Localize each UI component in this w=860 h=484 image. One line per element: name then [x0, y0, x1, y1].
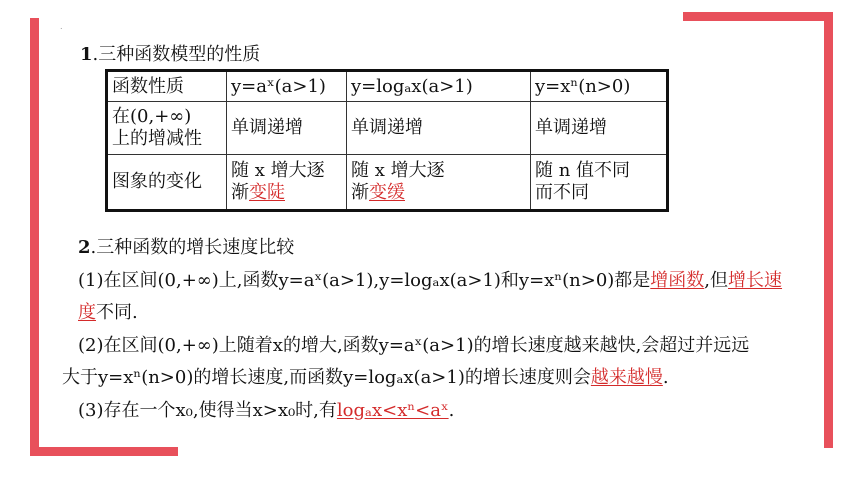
left-red-bar	[30, 18, 39, 456]
row-label-graph-change: 图象的变化	[107, 155, 227, 211]
header-logarithmic: y=logₐx(a>1)	[347, 71, 531, 102]
paragraph-1: (1)在区间(0,+∞)上,函数y=aˣ(a>1),y=logₐx(a>1)和y=xⁿ(n>0)都是增函数,但增长速 度不同.	[78, 269, 783, 323]
answer-blank: 增长速	[728, 269, 783, 291]
paragraph-3: (3)存在一个x₀,使得当x>x₀时,有logₐx<xⁿ<aˣ.	[78, 399, 455, 421]
answer-blank: 变缓	[369, 182, 405, 203]
decorative-dot: .	[60, 22, 63, 31]
section-2-heading: 2.三种函数的增长速度比较	[78, 237, 295, 258]
section-1-heading: 1.三种函数模型的性质	[80, 44, 261, 65]
paragraph-2: (2)在区间(0,+∞)上随着x的增大,函数y=aˣ(a>1)的增长速度越来越快,会超过并远远	[78, 334, 750, 356]
table-cell: 单调递增	[227, 102, 347, 155]
properties-table	[105, 69, 669, 212]
answer-blank: 变陡	[249, 182, 285, 203]
answer-blank: 增函数	[650, 269, 705, 291]
table-cell: 随 x 增大逐 渐变陡	[227, 155, 347, 211]
answer-blank: 越来越慢	[590, 367, 663, 388]
table-header-row	[107, 71, 668, 102]
table-cell: 随 n 值不同 而不同	[531, 155, 668, 211]
answer-blank: 度	[78, 302, 96, 323]
row-label-monotonicity: 在(0,+∞) 上的增减性	[107, 102, 227, 155]
table-cell: 随 x 增大逐 渐变缓	[347, 155, 531, 211]
answer-blank: logₐx<xⁿ<aˣ	[336, 399, 449, 421]
table-row-graph-change	[107, 155, 668, 211]
table-cell: 单调递增	[531, 102, 668, 155]
table-row-monotonicity	[107, 102, 668, 155]
paragraph-2-continued: 大于y=xⁿ(n>0)的增长速度,而函数y=logₐx(a>1)的增长速度则会越来越慢.	[62, 367, 669, 388]
header-property: 函数性质	[107, 71, 227, 102]
top-right-red-bar	[683, 12, 833, 21]
bottom-left-red-bar	[30, 447, 178, 456]
header-power: y=xⁿ(n>0)	[531, 71, 668, 102]
header-exponential: y=aˣ(a>1)	[227, 71, 347, 102]
table-cell: 单调递增	[347, 102, 531, 155]
section-2-body	[62, 232, 834, 427]
